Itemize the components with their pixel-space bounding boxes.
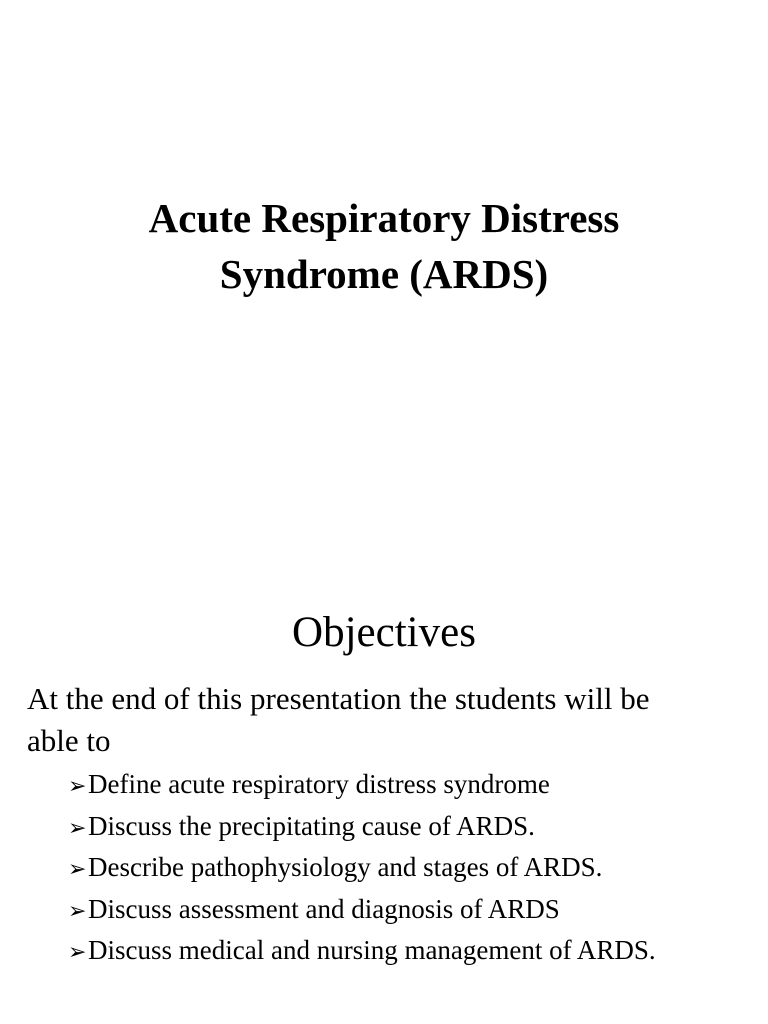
intro-line-2: able to <box>27 723 111 758</box>
title-line-1: Acute Respiratory Distress <box>148 195 620 241</box>
arrow-bullet-icon: ➢ <box>68 773 87 798</box>
objective-text: Discuss the precipitating cause of ARDS. <box>88 810 535 841</box>
objective-text: Define acute respiratory distress syndrome <box>88 769 550 799</box>
intro-line-1: At the end of this presentation the students will be <box>27 681 650 716</box>
presentation-title <box>0 190 768 302</box>
objective-item <box>68 930 758 972</box>
objective-text: Describe pathophysiology and stages of ARDS. <box>88 852 603 882</box>
objectives-heading: Objectives <box>292 609 476 656</box>
objective-text: Discuss assessment and diagnosis of ARDS <box>88 893 560 924</box>
objectives-slide <box>0 576 768 1024</box>
objective-item <box>68 806 758 848</box>
title-line-2: Syndrome (ARDS) <box>219 251 549 297</box>
arrow-bullet-icon: ➢ <box>68 814 87 840</box>
arrow-bullet-icon: ➢ <box>68 939 87 964</box>
objective-item <box>68 847 758 889</box>
intro-paragraph <box>27 678 747 762</box>
arrow-bullet-icon: ➢ <box>68 856 87 881</box>
objective-item <box>68 764 758 806</box>
arrow-bullet-icon: ➢ <box>68 897 87 923</box>
objective-text: Discuss medical and nursing management of ARDS. <box>88 935 656 965</box>
objectives-list <box>68 764 758 972</box>
objective-item <box>68 889 758 931</box>
